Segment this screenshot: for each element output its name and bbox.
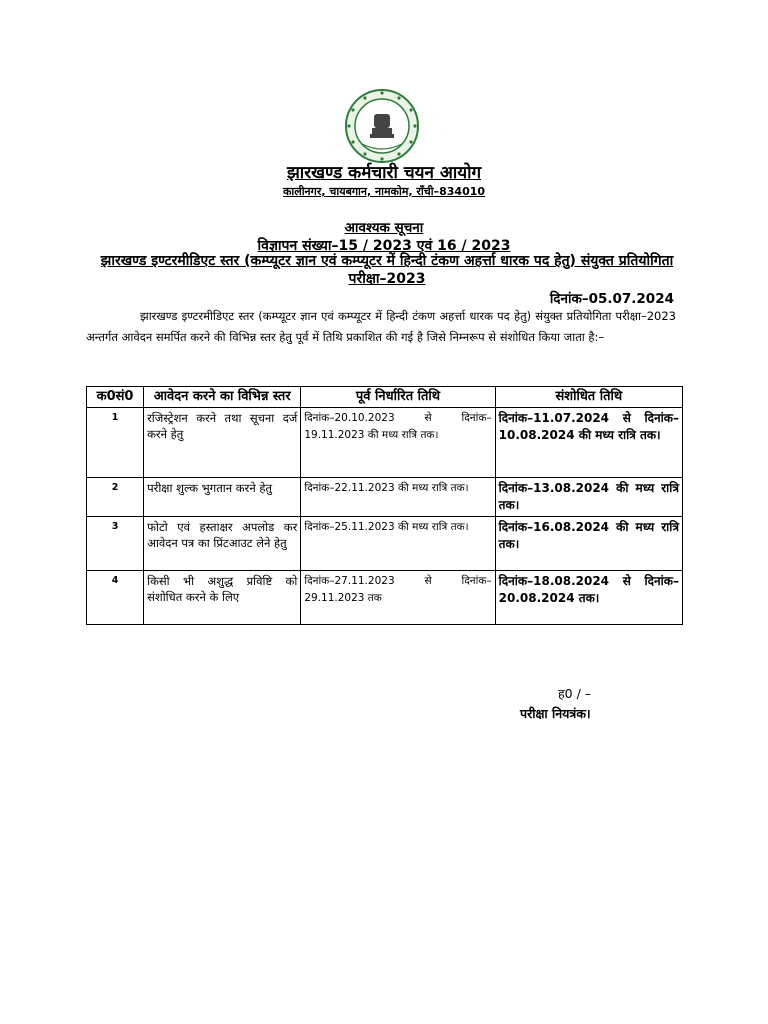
cell-serial: 1: [87, 408, 144, 478]
header-stage: आवेदन करने का विभिन्न स्तर: [144, 387, 301, 408]
table-row: [87, 571, 683, 625]
notice-date: दिनांक–05.07.2024: [549, 291, 674, 307]
header-previous-date: पूर्व निर्धारित तिथि: [301, 387, 495, 408]
exam-title: झारखण्ड इण्टरमीडिएट स्तर (कम्प्यूटर ज्ञान एवं कम्प्यूटर में हिन्दी टंकण अहर्त्ता धारक पद हेतु) संयुक्त प्रतियोगिता परीक्षा–2023: [100, 253, 674, 287]
header-revised-date: संशोधित तिथि: [495, 387, 682, 408]
cell-stage: किसी भी अशुद्ध प्रविष्टि को संशोधित करने के लिए: [144, 571, 301, 625]
signatory-designation: परीक्षा नियत्रंक।: [520, 706, 591, 721]
advertisement-number: विज्ञापन संख्या–15 / 2023 एवं 16 / 2023: [257, 238, 511, 254]
cell-stage: फोटो एवं हस्ताक्षर अपलोड कर आवेदन पत्र का प्रिंटआउट लेने हेतु: [144, 517, 301, 571]
table-row: [87, 478, 683, 517]
cell-revised-date: दिनांक–13.08.2024 की मध्य रात्रि तक।: [495, 478, 682, 517]
table-header-row: [87, 387, 683, 408]
cell-previous-date: दिनांक–25.11.2023 की मध्य रात्रि तक।: [301, 517, 495, 571]
signed-mark: ह0 / –: [558, 686, 591, 701]
cell-revised-date: दिनांक–18.08.2024 से दिनांक–20.08.2024 तक।: [495, 571, 682, 625]
cell-previous-date: दिनांक–22.11.2023 की मध्य रात्रि तक।: [301, 478, 495, 517]
organization-address: कालीनगर, चायबगान, नामकोम, राँची–834010: [282, 185, 486, 198]
cell-previous-date: दिनांक–27.11.2023 से दिनांक–29.11.2023 तक: [301, 571, 495, 625]
cell-stage: रजिस्ट्रेशन करने तथा सूचना दर्ज करने हेतु: [144, 408, 301, 478]
commission-seal-logo: [344, 88, 420, 164]
organization-name: झारखण्ड कर्मचारी चयन आयोग: [286, 163, 482, 183]
cell-serial: 4: [87, 571, 144, 625]
notice-heading: आवश्यक सूचना: [344, 220, 424, 236]
table-row: [87, 517, 683, 571]
cell-serial: 2: [87, 478, 144, 517]
cell-revised-date: दिनांक–16.08.2024 की मध्य रात्रि तक।: [495, 517, 682, 571]
table-row: [87, 408, 683, 478]
header-serial: क0सं0: [87, 387, 144, 408]
cell-revised-date: दिनांक–11.07.2024 से दिनांक–10.08.2024 की मध्य रात्रि तक।: [495, 408, 682, 478]
cell-previous-date: दिनांक–20.10.2023 से दिनांक–19.11.2023 की मध्य रात्रि तक।: [301, 408, 495, 478]
schedule-table: [86, 386, 683, 625]
cell-serial: 3: [87, 517, 144, 571]
notice-paragraph: झारखण्ड इण्टरमीडिएट स्तर (कम्प्यूटर ज्ञान एवं कम्प्यूटर में हिन्दी टंकण अहर्त्ता धारक पद हेतु) संयुक्त प्रतियोगिता परीक्षा–2023 अन्तर्गत आवेदन समर्पित करने की विभिन्न स्तर हेतु पूर्व में तिथि प्रकाशित की गई है जिसे निम्नरूप से संशोधित किया जाता है:–: [86, 309, 676, 344]
cell-stage: परीक्षा शुल्क भुगतान करने हेतु: [144, 478, 301, 517]
signature-block: [520, 684, 591, 724]
